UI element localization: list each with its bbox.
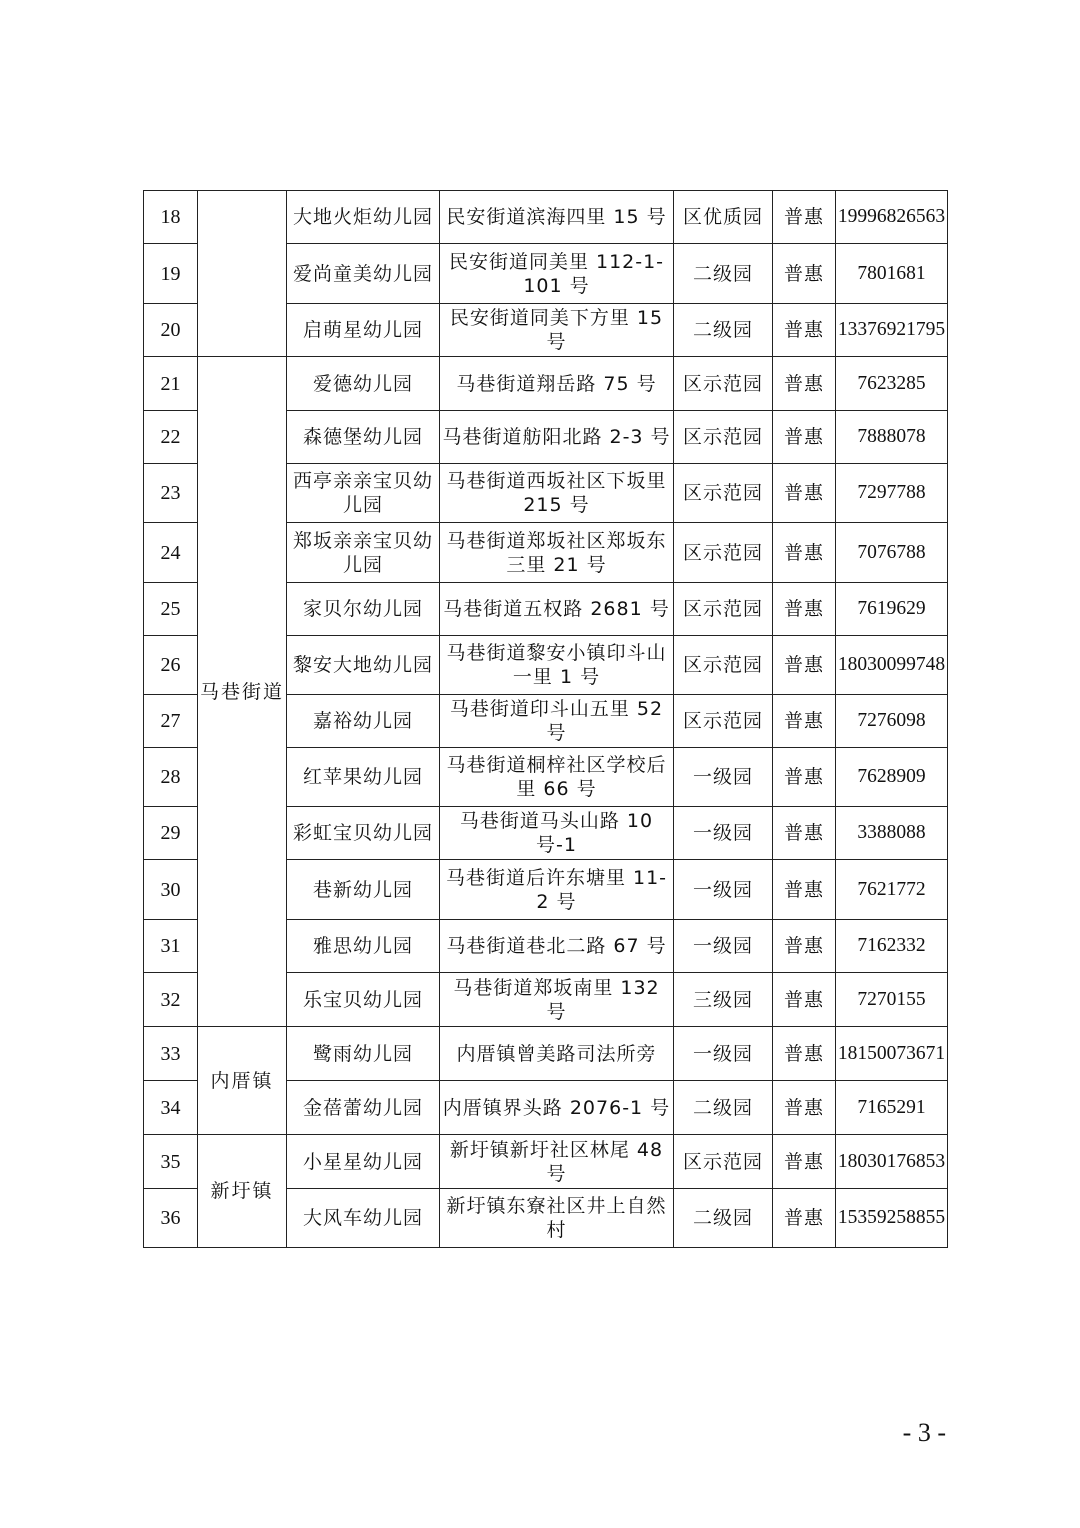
address: 马巷街道郑坂南里 132 号 [440, 973, 674, 1027]
level: 区示范园 [674, 464, 773, 523]
type: 普惠 [773, 1081, 836, 1135]
row-number: 18 [144, 191, 198, 244]
level: 区示范园 [674, 1135, 773, 1189]
level: 三级园 [674, 973, 773, 1027]
level: 一级园 [674, 860, 773, 920]
row-number: 22 [144, 411, 198, 464]
row-number: 34 [144, 1081, 198, 1135]
row-number: 28 [144, 748, 198, 807]
phone: 7165291 [836, 1081, 948, 1135]
level: 区示范园 [674, 357, 773, 411]
row-number: 36 [144, 1189, 198, 1248]
row-number: 29 [144, 807, 198, 860]
level: 二级园 [674, 244, 773, 304]
kindergarten-name: 黎安大地幼儿园 [287, 636, 440, 695]
row-number: 31 [144, 920, 198, 973]
kindergarten-name: 巷新幼儿园 [287, 860, 440, 920]
type: 普惠 [773, 411, 836, 464]
phone: 18030176853 [836, 1135, 948, 1189]
phone: 7623285 [836, 357, 948, 411]
type: 普惠 [773, 636, 836, 695]
kindergarten-name: 乐宝贝幼儿园 [287, 973, 440, 1027]
phone: 18150073671 [836, 1027, 948, 1081]
type: 普惠 [773, 807, 836, 860]
level: 区示范园 [674, 583, 773, 636]
kindergarten-name: 森德堡幼儿园 [287, 411, 440, 464]
type: 普惠 [773, 1027, 836, 1081]
row-number: 21 [144, 357, 198, 411]
level: 二级园 [674, 304, 773, 357]
kindergarten-name: 西亭亲亲宝贝幼儿园 [287, 464, 440, 523]
district-cell: 新圩镇 [198, 1135, 287, 1248]
row-number: 25 [144, 583, 198, 636]
address: 马巷街道郑坂社区郑坂东三里 21 号 [440, 523, 674, 583]
address: 马巷街道西坂社区下坂里 215 号 [440, 464, 674, 523]
phone: 7162332 [836, 920, 948, 973]
address: 马巷街道黎安小镇印斗山一里 1 号 [440, 636, 674, 695]
phone: 7270155 [836, 973, 948, 1027]
address: 民安街道同美里 112-1-101 号 [440, 244, 674, 304]
row-number: 35 [144, 1135, 198, 1189]
level: 二级园 [674, 1081, 773, 1135]
kindergarten-name: 爱德幼儿园 [287, 357, 440, 411]
phone: 7619629 [836, 583, 948, 636]
phone: 7076788 [836, 523, 948, 583]
type: 普惠 [773, 920, 836, 973]
address: 新圩镇东寮社区井上自然村 [440, 1189, 674, 1248]
row-number: 27 [144, 695, 198, 748]
type: 普惠 [773, 244, 836, 304]
address: 马巷街道马头山路 10 号-1 [440, 807, 674, 860]
phone: 7888078 [836, 411, 948, 464]
type: 普惠 [773, 523, 836, 583]
row-number: 19 [144, 244, 198, 304]
row-number: 26 [144, 636, 198, 695]
kindergarten-table [143, 190, 948, 1248]
row-number: 30 [144, 860, 198, 920]
phone: 7297788 [836, 464, 948, 523]
type: 普惠 [773, 1189, 836, 1248]
address: 马巷街道印斗山五里 52 号 [440, 695, 674, 748]
level: 二级园 [674, 1189, 773, 1248]
kindergarten-name: 大风车幼儿园 [287, 1189, 440, 1248]
phone: 3388088 [836, 807, 948, 860]
type: 普惠 [773, 191, 836, 244]
row-number: 32 [144, 973, 198, 1027]
row-number: 20 [144, 304, 198, 357]
phone: 13376921795 [836, 304, 948, 357]
phone: 7801681 [836, 244, 948, 304]
phone: 7628909 [836, 748, 948, 807]
level: 区示范园 [674, 411, 773, 464]
phone: 7276098 [836, 695, 948, 748]
phone: 7621772 [836, 860, 948, 920]
level: 一级园 [674, 748, 773, 807]
type: 普惠 [773, 357, 836, 411]
phone: 18030099748 [836, 636, 948, 695]
table-row [144, 1135, 948, 1189]
row-number: 24 [144, 523, 198, 583]
address: 马巷街道巷北二路 67 号 [440, 920, 674, 973]
district-cell: 马巷街道 [198, 357, 287, 1027]
kindergarten-name: 家贝尔幼儿园 [287, 583, 440, 636]
level: 一级园 [674, 807, 773, 860]
row-number: 33 [144, 1027, 198, 1081]
row-number: 23 [144, 464, 198, 523]
kindergarten-name: 嘉裕幼儿园 [287, 695, 440, 748]
kindergarten-name: 小星星幼儿园 [287, 1135, 440, 1189]
address: 马巷街道五权路 2681 号 [440, 583, 674, 636]
address: 马巷街道舫阳北路 2-3 号 [440, 411, 674, 464]
address: 马巷街道后许东塘里 11-2 号 [440, 860, 674, 920]
level: 区优质园 [674, 191, 773, 244]
kindergarten-name: 爱尚童美幼儿园 [287, 244, 440, 304]
phone: 19996826563 [836, 191, 948, 244]
type: 普惠 [773, 973, 836, 1027]
address: 新圩镇新圩社区林尾 48 号 [440, 1135, 674, 1189]
table-row [144, 357, 948, 411]
district-cell: 内厝镇 [198, 1027, 287, 1135]
type: 普惠 [773, 583, 836, 636]
district-cell [198, 191, 287, 357]
address: 内厝镇曾美路司法所旁 [440, 1027, 674, 1081]
kindergarten-name: 大地火炬幼儿园 [287, 191, 440, 244]
address: 民安街道同美下方里 15 号 [440, 304, 674, 357]
address: 内厝镇界头路 2076-1 号 [440, 1081, 674, 1135]
page-number: - 3 - [902, 1418, 946, 1447]
kindergarten-name: 彩虹宝贝幼儿园 [287, 807, 440, 860]
address: 马巷街道桐梓社区学校后里 66 号 [440, 748, 674, 807]
table-row [144, 191, 948, 244]
type: 普惠 [773, 464, 836, 523]
kindergarten-name: 金蓓蕾幼儿园 [287, 1081, 440, 1135]
type: 普惠 [773, 748, 836, 807]
kindergarten-name: 红苹果幼儿园 [287, 748, 440, 807]
type: 普惠 [773, 695, 836, 748]
level: 一级园 [674, 1027, 773, 1081]
level: 区示范园 [674, 636, 773, 695]
table-row [144, 1027, 948, 1081]
kindergarten-name: 鹭雨幼儿园 [287, 1027, 440, 1081]
type: 普惠 [773, 860, 836, 920]
level: 区示范园 [674, 523, 773, 583]
phone: 15359258855 [836, 1189, 948, 1248]
type: 普惠 [773, 304, 836, 357]
address: 马巷街道翔岳路 75 号 [440, 357, 674, 411]
level: 区示范园 [674, 695, 773, 748]
level: 一级园 [674, 920, 773, 973]
address: 民安街道滨海四里 15 号 [440, 191, 674, 244]
kindergarten-name: 雅思幼儿园 [287, 920, 440, 973]
type: 普惠 [773, 1135, 836, 1189]
kindergarten-name: 启萌星幼儿园 [287, 304, 440, 357]
kindergarten-name: 郑坂亲亲宝贝幼儿园 [287, 523, 440, 583]
